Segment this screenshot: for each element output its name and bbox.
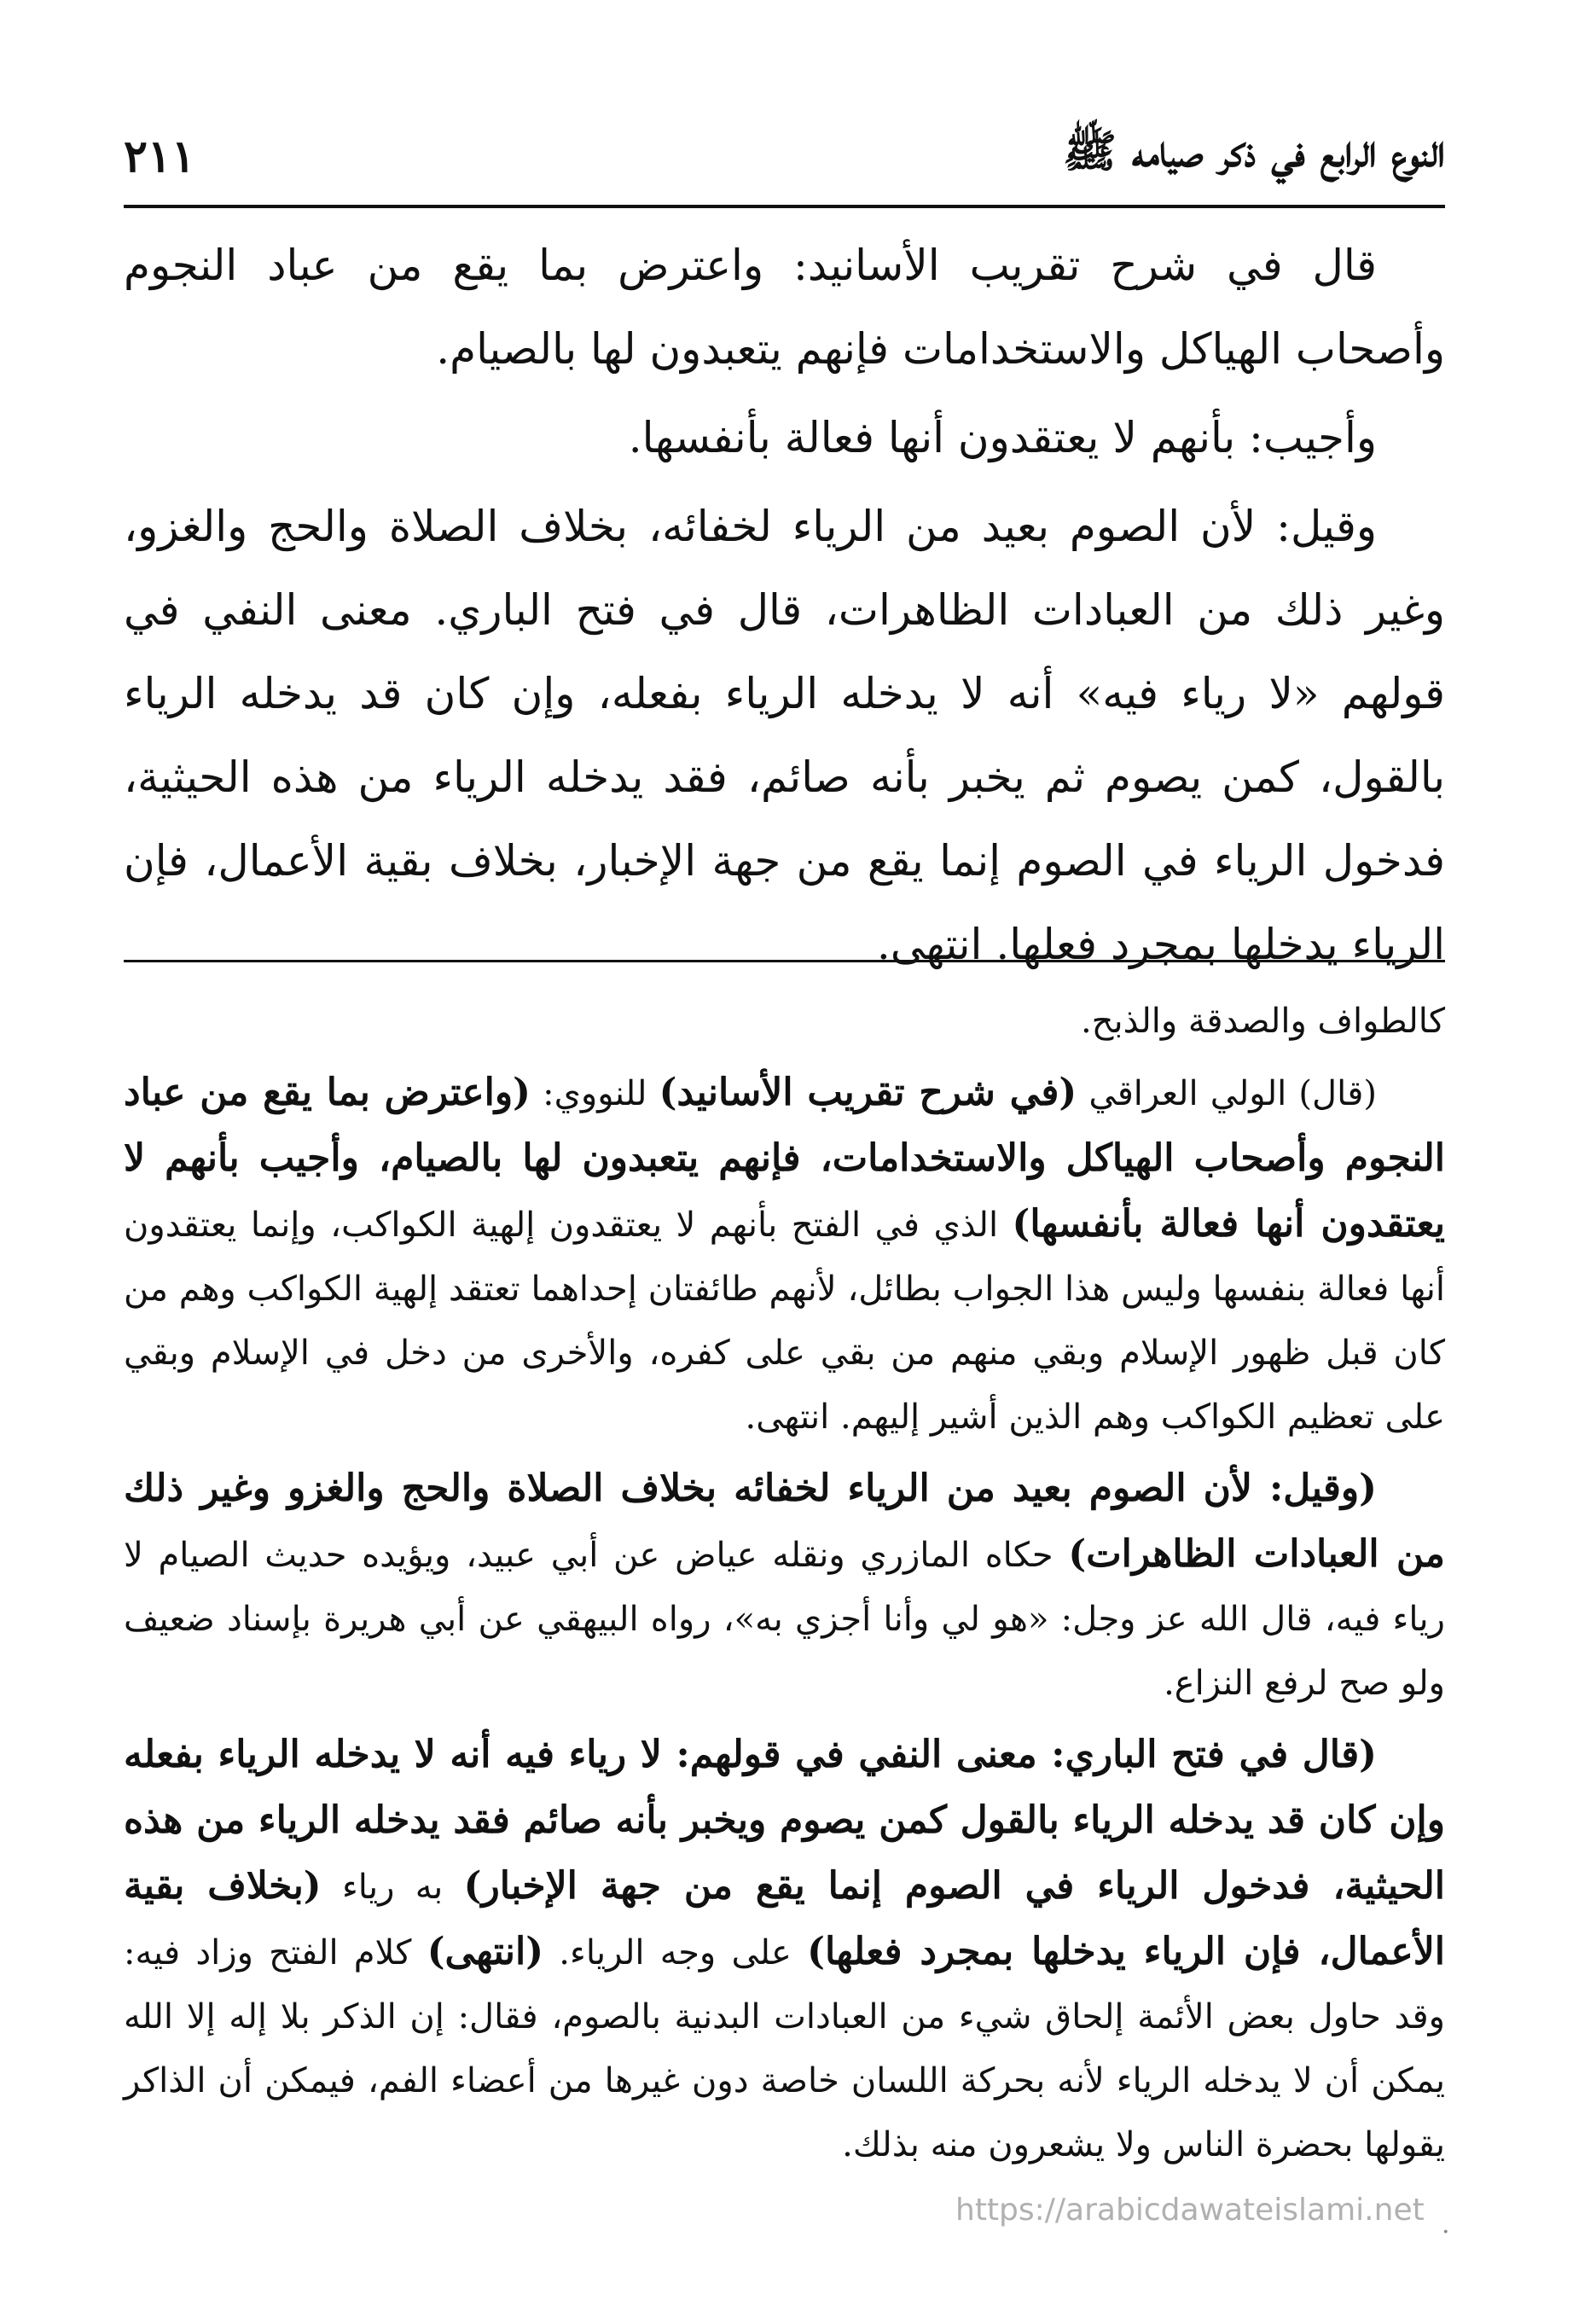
commentary-line: كالطواف والصدقة والذبح. xyxy=(1080,1002,1445,1041)
main-paragraph: قال في شرح تقريب الأسانيد: واعترض بما يقع من عباد النجوم وأصحاب الهياكل والاستخدامات فإنهم يتعبدون لها بالصيام. xyxy=(124,241,1445,374)
commentary-text: حكاه المازري ونقله عياض عن أبي عبيد، ويؤيده حديث الصيام لا رياء فيه، قال الله عز وجل: «هو لي وأنا أجزي به»، رواه البيهقي عن أبي هريرة بإسناد ضعيف ولو صح لرفع النزاع. xyxy=(124,1536,1445,1703)
commentary-paragraph xyxy=(124,1456,1445,1716)
page-mark: . xyxy=(1442,2210,1450,2240)
commentary-text: على وجه الرياء. xyxy=(543,1933,808,1972)
commentary-paragraph xyxy=(124,1060,1445,1450)
commentary-text: به رياء xyxy=(321,1868,464,1907)
header-divider xyxy=(124,205,1445,208)
main-text xyxy=(124,224,1445,991)
commentary-quote: (انتهى) xyxy=(427,1930,544,1973)
commentary-quote: (وقيل: لأن الصوم بعيد من الرياء لخفائه بخلاف الصلاة والحج والغزو وغير ذلك من العبادات الظاهرات) xyxy=(124,1467,1445,1576)
running-title: النوع الرابع في ذكر صيامه ﷺ xyxy=(1063,125,1445,177)
commentary-text: للنووي: xyxy=(530,1074,659,1113)
main-paragraph: وأجيب: بأنهم لا يعتقدون أنها فعالة بأنفسها. xyxy=(628,413,1377,462)
commentary-quote: (واعترض بما يقع من عباد النجوم وأصحاب الهياكل والاستخدامات، فإنهم يتعبدون لها بالصيام، وأجيب بأنهم لا يعتقدون أنها فعالة بأنفسها) xyxy=(124,1071,1445,1246)
commentary-quote: (قال في فتح الباري: معنى النفي في قولهم: لا رياء فيه أنه لا يدخله الرياء بفعله وإن كان قد يدخله الرياء بالقول كمن يصوم ويخبر بأنه صائم فقد يدخله الرياء من هذه الحيثية، فدخول الرياء في الصوم إنما يقع من جهة الإخبار) xyxy=(124,1733,1446,1908)
source-watermark: https://arabicdawateislami.net xyxy=(955,2193,1425,2228)
commentary-text: كلام الفتح وزاد فيه: وقد حاول بعض الأئمة إلحاق شيء من العبادات البدنية بالصوم، فقال: إن الذكر بلا إله إلا الله يمكن أن لا يدخله الرياء لأنه بحركة اللسان خاصة دون غيرها من أعضاء الفم، فيمكن أن الذاكر يقولها بحضرة الناس ولا يشعرون منه بذلك. xyxy=(124,1933,1445,2164)
commentary xyxy=(124,990,1445,2184)
main-paragraph: وقيل: لأن الصوم بعيد من الرياء لخفائه، بخلاف الصلاة والحج والغزو، وغير ذلك من العبادات الظاهرات، قال في فتح الباري. معنى النفي في قولهم «لا رياء فيه» أنه لا يدخله الرياء بفعله، وإن كان قد يدخله الرياء بالقول، كمن يصوم ثم يخبر بأنه صائم، فقد يدخله الرياء من هذه الحيثية، فدخول الرياء في الصوم إنما يقع من جهة الإخبار، بخلاف بقية الأعمال، فإن الرياء يدخلها بمجرد فعلها. انتهى. xyxy=(124,502,1445,969)
commentary-text: الذي في الفتح بأنهم لا يعتقدون إلهية الكواكب، وإنما يعتقدون أنها فعالة بنفسها وليس هذا الجواب بطائل، لأنهم طائفتان إحداهما تعتقد إلهية الكواكب وهم من كان قبل ظهور الإسلام وبقي منهم من بقي على كفره، والأخرى من دخل في الإسلام وبقي على تعظيم الكواكب وهم الذين أشير إليهم. انتهى. xyxy=(124,1206,1445,1437)
commentary-quote: (في شرح تقريب الأسانيد) xyxy=(659,1071,1077,1114)
footnote-divider xyxy=(124,960,1445,962)
commentary-text: (قال) الولي العراقي xyxy=(1077,1074,1377,1113)
commentary-quote: (بخلاف بقية الأعمال، فإن الرياء يدخلها بمجرد فعلها) xyxy=(124,1864,1446,1973)
page-number: ٢١١ xyxy=(124,130,195,183)
commentary-paragraph xyxy=(124,1723,1445,2177)
page-header xyxy=(124,118,1445,195)
